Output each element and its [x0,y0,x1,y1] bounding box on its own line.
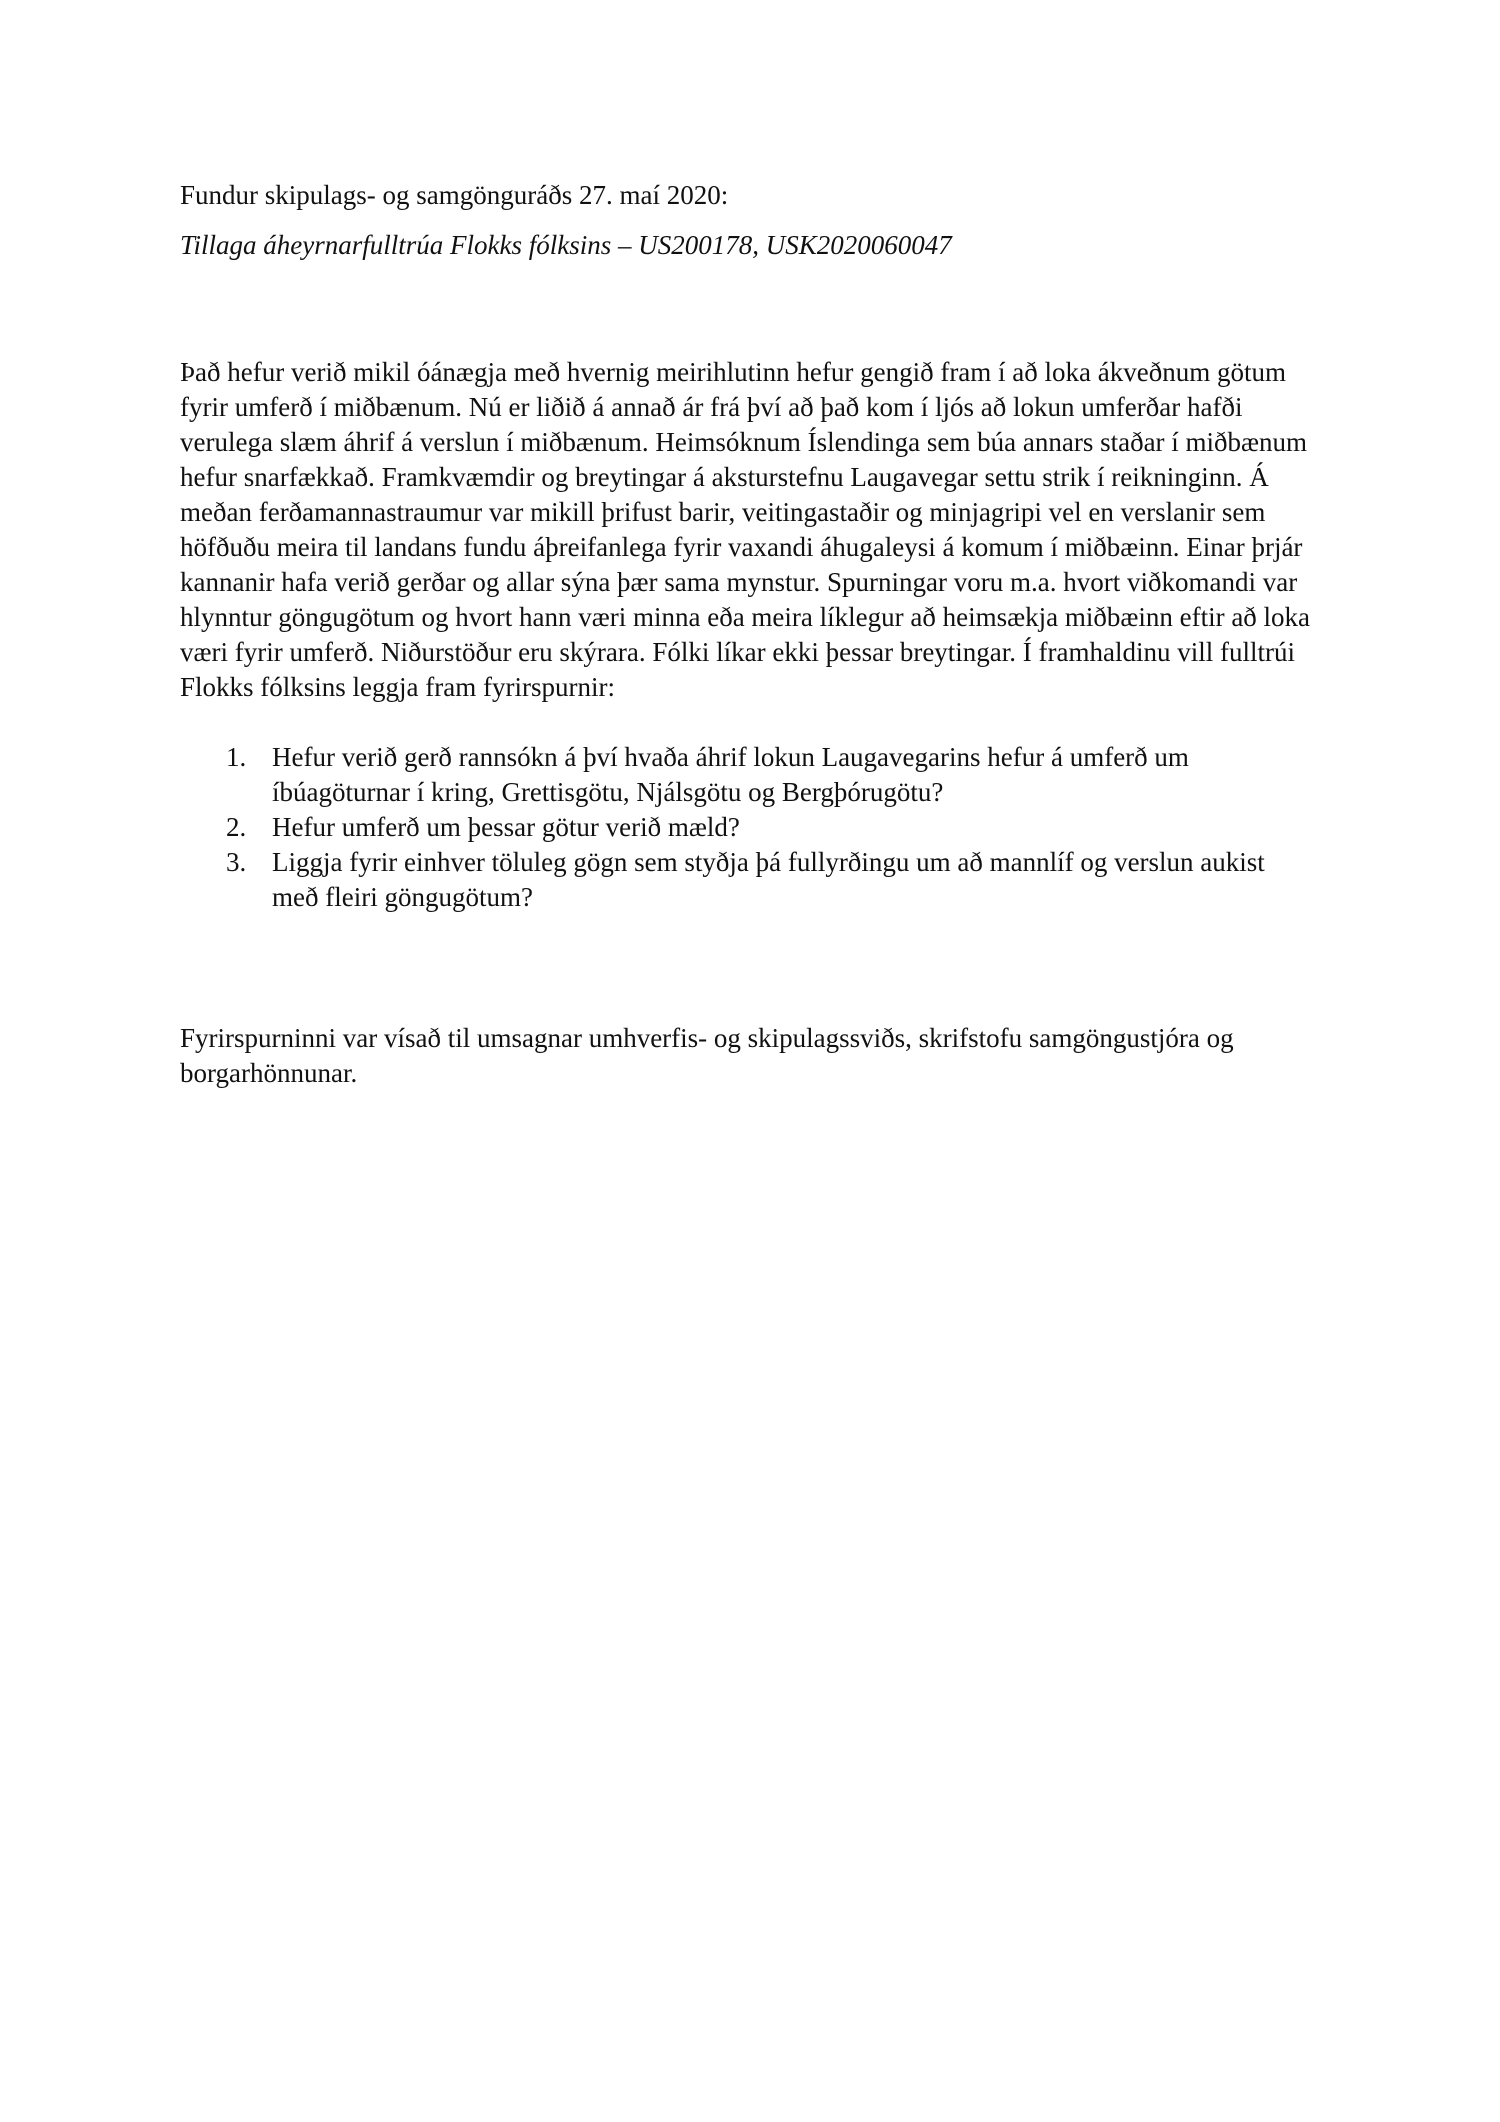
question-item [226,740,1302,810]
question-text: Liggja fyrir einhver töluleg gögn sem styðja þá fullyrðingu um að mannlíf og verslun aukist með fleiri göngugötum? [272,847,1265,912]
question-text: Hefur umferð um þessar götur verið mæld? [272,812,740,842]
document-page [180,178,1340,1091]
question-number: 2. [226,812,247,842]
body-paragraph: Það hefur verið mikil óánægja með hvernig meirihlutinn hefur gengið fram í að loka ákveðnum götum fyrir umferð í miðbænum. Nú er liðið á annað ár frá því að það kom í ljós að lokun umferðar hafði verulega slæm áhrif á verslun í miðbænum. Heimsóknum Íslendinga sem búa annars staðar í miðbænum hefur snarfækkað. Framkvæmdir og breytingar á aksturstefnu Laugavegar settu strik í reikninginn. Á meðan ferðamannastraumur var mikill þrifust barir, veitingastaðir og minjagripi vel en verslanir sem höfðuðu meira til landans fundu áþreifanlega fyrir vaxandi áhugaleysi á komum í miðbæinn. Einar þrjár kannanir hafa verið gerðar og allar sýna þær sama mynstur. Spurningar voru m.a. hvort viðkomandi var hlynntur göngugötum og hvort hann væri minna eða meira líklegur að heimsækja miðbæinn eftir að loka væri fyrir umferð. Niðurstöður eru skýrara. Fólki líkar ekki þessar breytingar. Í framhaldinu vill fulltrúi Flokks fólksins leggja fram fyrirspurnir: [180,357,1311,702]
question-text: Hefur verið gerð rannsókn á því hvaða áhrif lokun Laugavegarins hefur á umferð um íbúagöturnar í kring, Grettisgötu, Njálsgötu og Bergþórugötu? [272,742,1189,807]
meeting-heading: Fundur skipulags- og samgönguráðs 27. maí 2020: [180,180,729,210]
closing-paragraph: Fyrirspurninni var vísað til umsagnar umhverfis- og skipulagssviðs, skrifstofu samgöngustjóra og borgarhönnunar. [180,1023,1234,1088]
question-number: 1. [226,742,247,772]
question-item [226,810,1302,845]
question-number: 3. [226,847,247,877]
proposal-subheading: Tillaga áheyrnarfulltrúa Flokks fólksins – US200178, USK2020060047 [180,230,952,260]
questions-list [180,740,1340,915]
question-item [226,845,1302,915]
